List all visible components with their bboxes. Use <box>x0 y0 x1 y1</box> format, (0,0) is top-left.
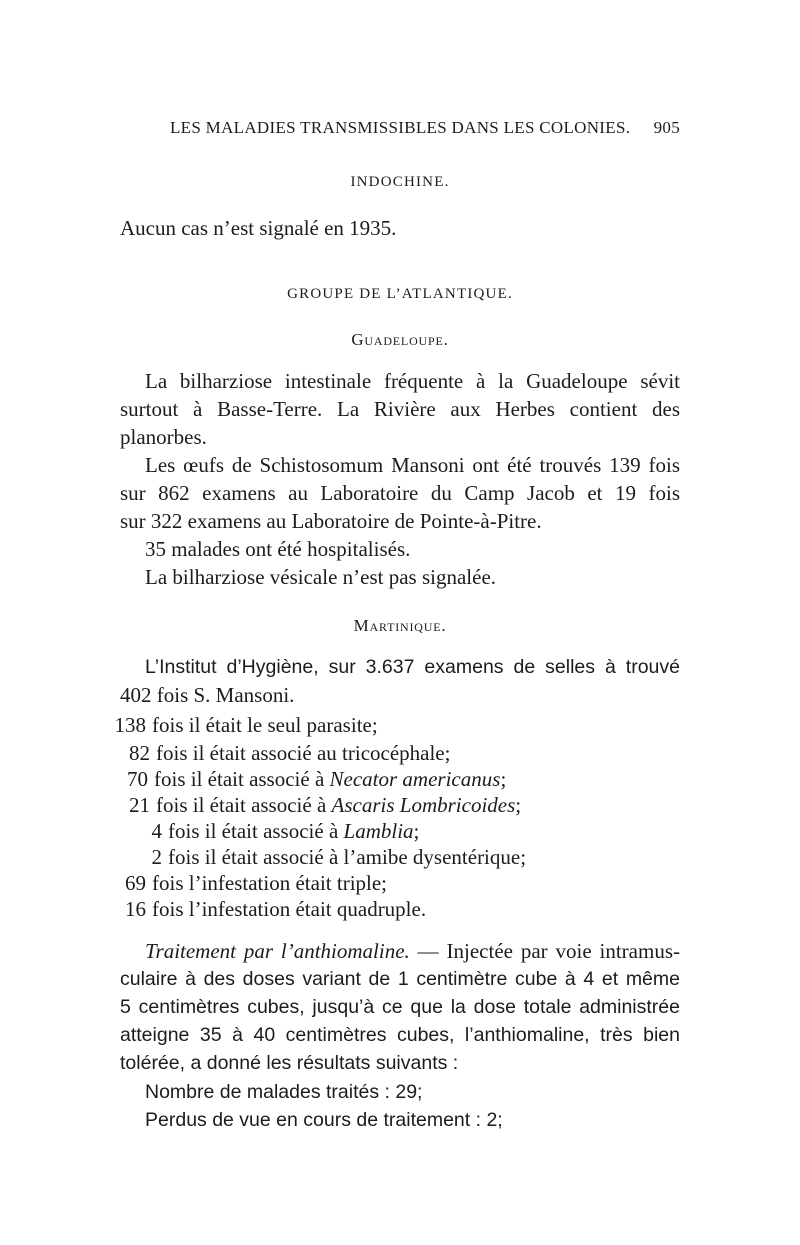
paragraph-line: atteigne 35 à 40 centimètres cubes, l’anthiomaline, très bien <box>120 1024 680 1046</box>
list-text: fois l’infestation était quadruple. <box>152 897 427 921</box>
list-italic: Necator americanus <box>329 767 501 791</box>
list-item <box>112 711 378 739</box>
section-heading-atlantique: GROUPE DE L’ATLANTIQUE. <box>287 286 513 302</box>
running-header <box>170 118 680 144</box>
page-number: 905 <box>653 118 680 137</box>
list-item <box>114 765 506 793</box>
treatment-first-line <box>145 937 680 965</box>
list-item <box>112 869 387 897</box>
list-item <box>128 843 526 871</box>
paragraph-line: La bilharziose vésicale n’est pas signalée. <box>145 565 497 589</box>
treatment-first-line-rest: — Injectée par voie intramus- <box>417 939 680 963</box>
indochine-text: Aucun cas n’est signalé en 1935. <box>120 216 397 240</box>
paragraph-line: tolérée, a donné les résultats suivants : <box>120 1052 459 1074</box>
list-number: 16 <box>125 897 146 921</box>
result-line: Perdus de vue en cours de traitement : 2; <box>145 1109 503 1131</box>
paragraph-line: planorbes. <box>120 425 207 449</box>
list-number: 82 <box>129 741 150 765</box>
paragraph-line: L’Institut d’Hygiène, sur 3.637 examens de selles à trouvé <box>145 656 680 678</box>
list-item <box>128 817 419 845</box>
list-number: 70 <box>127 767 148 791</box>
paragraph-line: surtout à Basse-Terre. La Rivière aux Herbes contient des <box>120 397 680 421</box>
paragraph-line: 35 malades ont été hospitalisés. <box>145 537 411 561</box>
paragraph-line: La bilharziose intestinale fréquente à la Guadeloupe sévit <box>145 369 680 393</box>
paragraph-line: sur 322 examens au Laboratoire de Pointe-à-Pitre. <box>120 509 542 533</box>
list-item <box>116 791 521 819</box>
list-number: 69 <box>125 871 146 895</box>
list-italic: Ascaris Lombricoides <box>331 793 516 817</box>
paragraph-line: 402 fois S. Mansoni. <box>120 683 295 707</box>
list-text: fois il était le seul parasite; <box>152 713 378 737</box>
list-text: fois il était associé à <box>156 793 332 817</box>
list-tail: ; <box>413 819 420 843</box>
paragraph-line: 5 centimètres cubes, jusqu’à ce que la dose totale administrée <box>120 996 680 1018</box>
list-number: 138 <box>114 713 146 737</box>
subheading-guadeloupe: Guadeloupe. <box>351 330 449 349</box>
subheading-martinique: Martinique. <box>353 616 447 635</box>
section-heading-indochine: INDOCHINE. <box>350 174 450 190</box>
list-text: fois il était associé au tricocéphale; <box>156 741 451 765</box>
running-title: LES MALADIES TRANSMISSIBLES DANS LES COLONIES. <box>170 118 631 137</box>
list-number: 4 <box>151 819 162 843</box>
paragraph-line: Les œufs de Schistosomum Mansoni ont été trouvés 139 fois <box>145 453 680 477</box>
list-text: fois il était associé à <box>168 819 344 843</box>
list-number: 21 <box>129 793 150 817</box>
list-italic: Lamblia <box>343 819 414 843</box>
list-text: fois il était associé à <box>154 767 330 791</box>
list-item <box>112 895 426 923</box>
list-tail: ; <box>500 767 507 791</box>
list-tail: ; <box>515 793 522 817</box>
paragraph-line: sur 862 examens au Laboratoire du Camp Jacob et 19 fois <box>120 481 680 505</box>
result-line: Nombre de malades traités : 29; <box>145 1081 423 1103</box>
treatment-title: Traitement par l’anthiomaline. <box>145 939 410 963</box>
paragraph-line: culaire à des doses variant de 1 centimètre cube à 4 et même <box>120 968 680 990</box>
list-number: 2 <box>151 845 162 869</box>
list-text: fois l’infestation était triple; <box>152 871 388 895</box>
list-text: fois il était associé à l’amibe dysentérique; <box>168 845 527 869</box>
list-item <box>116 739 450 767</box>
